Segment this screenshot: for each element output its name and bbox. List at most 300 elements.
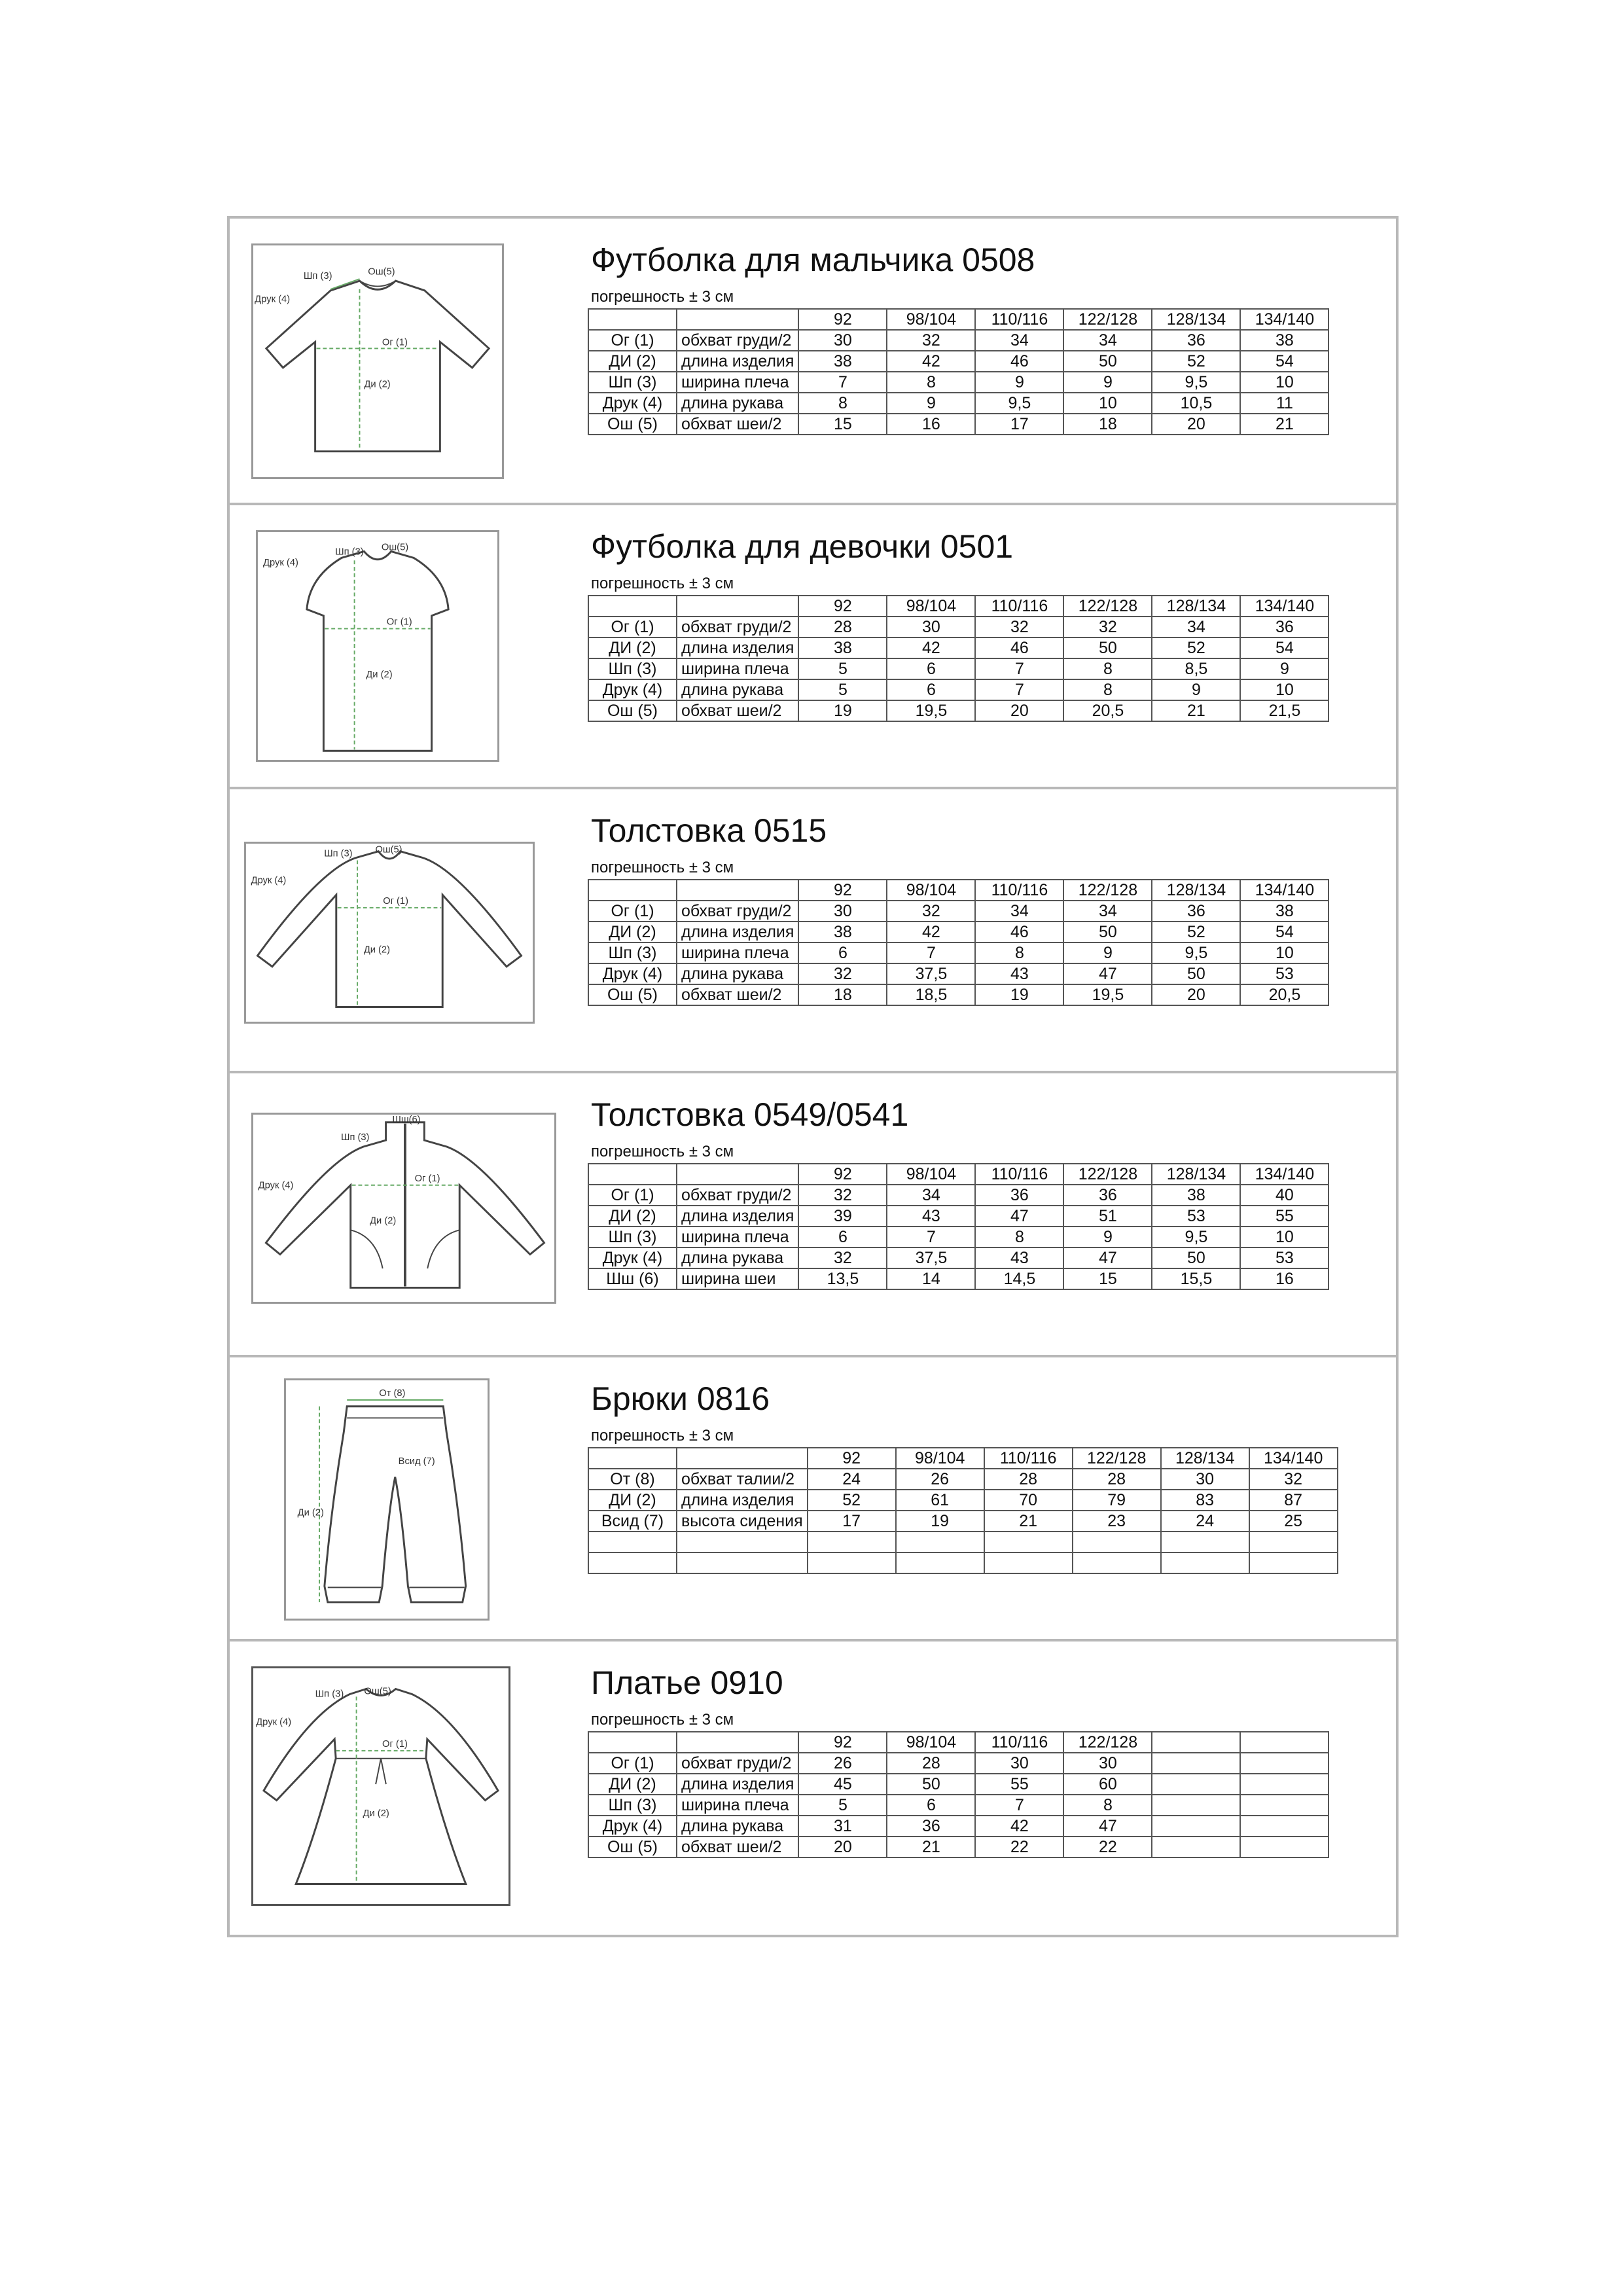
measure-code: Друк (4) <box>588 963 677 984</box>
cell: 6 <box>887 658 975 679</box>
cell: 20 <box>1152 984 1240 1005</box>
cell: 54 <box>1240 637 1329 658</box>
cell: 34 <box>975 901 1063 922</box>
cell: 36 <box>1240 617 1329 637</box>
size-header: 122/128 <box>1063 309 1152 330</box>
size-table <box>588 1731 1329 1858</box>
cell: 79 <box>1073 1490 1161 1511</box>
cell: 9 <box>975 372 1063 393</box>
size-table <box>588 879 1329 1006</box>
pic-label: Ди (2) <box>363 944 390 956</box>
product-title: Толстовка 0549/0541 <box>591 1096 909 1133</box>
measure-name: обхват талии/2 <box>677 1469 808 1490</box>
size-header: 92 <box>798 596 887 617</box>
size-header: 92 <box>798 1732 887 1753</box>
cell <box>1152 1774 1240 1795</box>
measure-code: Шп (3) <box>588 372 677 393</box>
measure-name: длина изделия <box>677 351 798 372</box>
cell <box>1073 1552 1161 1573</box>
dress-diagram-icon <box>253 1668 508 1904</box>
cell <box>1240 1795 1329 1816</box>
size-header: 98/104 <box>887 596 975 617</box>
product-title: Брюки 0816 <box>591 1380 770 1417</box>
measure-code: Друк (4) <box>588 393 677 414</box>
cell: 5 <box>798 658 887 679</box>
cell: 8 <box>1063 1795 1152 1816</box>
pic-label: Ди (2) <box>364 379 391 390</box>
table-row <box>588 1469 1338 1490</box>
size-header: 110/116 <box>975 880 1063 901</box>
cell: 21 <box>887 1837 975 1857</box>
cell <box>1249 1532 1338 1552</box>
size-header: 110/116 <box>975 596 1063 617</box>
table-row <box>588 637 1329 658</box>
cell: 21,5 <box>1240 700 1329 721</box>
size-header: 134/140 <box>1249 1448 1338 1469</box>
measure-name: ширина шеи <box>677 1268 798 1289</box>
cell <box>896 1532 984 1552</box>
size-header: 110/116 <box>984 1448 1073 1469</box>
cell: 43 <box>887 1206 975 1227</box>
table-row <box>588 1753 1329 1774</box>
table-row <box>588 617 1329 637</box>
cell: 19,5 <box>887 700 975 721</box>
pic-label: Шп (3) <box>341 1132 370 1143</box>
size-header: 110/116 <box>975 309 1063 330</box>
cell: 20,5 <box>1063 700 1152 721</box>
size-header: 128/134 <box>1152 309 1240 330</box>
pic-label: От (8) <box>379 1388 406 1399</box>
cell: 21 <box>1240 414 1329 435</box>
size-header: 128/134 <box>1152 596 1240 617</box>
cell: 34 <box>975 330 1063 351</box>
cell: 9 <box>1063 372 1152 393</box>
pic-label: Шп (3) <box>315 1689 344 1700</box>
cell: 5 <box>798 679 887 700</box>
cell: 51 <box>1063 1206 1152 1227</box>
cell: 87 <box>1249 1490 1338 1511</box>
cell: 15,5 <box>1152 1268 1240 1289</box>
table-row <box>588 1268 1329 1289</box>
zip-sweatshirt-diagram-icon <box>253 1115 554 1302</box>
dress-diagram <box>251 1666 510 1906</box>
cell: 15 <box>1063 1268 1152 1289</box>
measure-code: Ог (1) <box>588 1185 677 1206</box>
cell: 18 <box>1063 414 1152 435</box>
cell: 50 <box>1063 637 1152 658</box>
cell: 16 <box>887 414 975 435</box>
cell <box>896 1552 984 1573</box>
cell <box>1152 1837 1240 1857</box>
cell: 60 <box>1063 1774 1152 1795</box>
measure-name: ширина плеча <box>677 658 798 679</box>
table-row <box>588 1816 1329 1837</box>
trousers-diagram-icon <box>286 1380 488 1619</box>
cell: 47 <box>975 1206 1063 1227</box>
cell: 46 <box>975 922 1063 942</box>
cell: 38 <box>798 637 887 658</box>
cell: 32 <box>798 963 887 984</box>
measure-code: ДИ (2) <box>588 1206 677 1227</box>
cell: 26 <box>798 1753 887 1774</box>
tolerance-note: погрешность ± 3 см <box>591 1143 734 1160</box>
product-title: Футболка для девочки 0501 <box>591 528 1014 565</box>
cell: 14,5 <box>975 1268 1063 1289</box>
size-header: 92 <box>798 880 887 901</box>
pic-label: Ог (1) <box>382 337 408 348</box>
size-header: 134/140 <box>1240 596 1329 617</box>
measure-name: ширина плеча <box>677 1795 798 1816</box>
cell: 19,5 <box>1063 984 1152 1005</box>
table-row <box>588 901 1329 922</box>
size-header: 122/128 <box>1073 1448 1161 1469</box>
size-header: 122/128 <box>1063 1164 1152 1185</box>
pic-label: Ош(5) <box>381 542 409 553</box>
boy-tshirt-diagram <box>251 243 504 479</box>
cell: 17 <box>975 414 1063 435</box>
pic-label: Друк (4) <box>263 558 298 569</box>
measure-code: ДИ (2) <box>588 1774 677 1795</box>
product-section-boy-tshirt <box>230 219 1396 503</box>
pic-label: Ди (2) <box>363 1808 389 1820</box>
cell: 9 <box>1152 679 1240 700</box>
cell <box>808 1532 896 1552</box>
cell: 8 <box>975 942 1063 963</box>
pic-label: Шп (3) <box>303 271 332 282</box>
cell: 10 <box>1240 372 1329 393</box>
measure-name: ширина плеча <box>677 372 798 393</box>
table-row <box>588 963 1329 984</box>
product-section-girl-tshirt <box>230 503 1396 787</box>
cell: 10,5 <box>1152 393 1240 414</box>
cell: 19 <box>896 1511 984 1532</box>
cell <box>808 1552 896 1573</box>
cell: 34 <box>1063 901 1152 922</box>
cell: 32 <box>887 330 975 351</box>
cell: 7 <box>798 372 887 393</box>
tolerance-note: погрешность ± 3 см <box>591 575 734 592</box>
cell: 83 <box>1161 1490 1249 1511</box>
cell: 38 <box>1152 1185 1240 1206</box>
measure-code: Ог (1) <box>588 330 677 351</box>
cell: 8 <box>1063 658 1152 679</box>
cell: 43 <box>975 1247 1063 1268</box>
cell: 6 <box>798 942 887 963</box>
tolerance-note: погрешность ± 3 см <box>591 859 734 876</box>
measure-code: Ош (5) <box>588 414 677 435</box>
cell: 30 <box>798 901 887 922</box>
size-header: 134/140 <box>1240 1164 1329 1185</box>
cell: 6 <box>798 1227 887 1247</box>
table-row <box>588 1837 1329 1857</box>
cell: 55 <box>975 1774 1063 1795</box>
table-row <box>588 984 1329 1005</box>
size-header-row <box>588 880 1329 901</box>
size-header-row <box>588 596 1329 617</box>
cell: 50 <box>1063 351 1152 372</box>
cell: 32 <box>798 1185 887 1206</box>
table-row <box>588 1227 1329 1247</box>
cell: 36 <box>1063 1185 1152 1206</box>
measure-code: Ош (5) <box>588 984 677 1005</box>
cell: 19 <box>798 700 887 721</box>
table-row <box>588 1552 1338 1573</box>
cell: 30 <box>887 617 975 637</box>
cell: 32 <box>887 901 975 922</box>
cell: 47 <box>1063 1247 1152 1268</box>
cell: 38 <box>1240 330 1329 351</box>
tolerance-note: погрешность ± 3 см <box>591 1711 734 1729</box>
cell: 26 <box>896 1469 984 1490</box>
cell: 32 <box>1063 617 1152 637</box>
measure-name: длина рукава <box>677 679 798 700</box>
cell: 52 <box>1152 637 1240 658</box>
measure-name: обхват груди/2 <box>677 330 798 351</box>
cell: 53 <box>1240 1247 1329 1268</box>
pic-label: Друк (4) <box>255 294 291 305</box>
cell: 47 <box>1063 963 1152 984</box>
size-header: 110/116 <box>975 1732 1063 1753</box>
cell: 53 <box>1240 963 1329 984</box>
cell: 34 <box>887 1185 975 1206</box>
table-row <box>588 700 1329 721</box>
cell: 28 <box>887 1753 975 1774</box>
measure-code: Шп (3) <box>588 1795 677 1816</box>
cell: 18,5 <box>887 984 975 1005</box>
measure-name: обхват шеи/2 <box>677 1837 798 1857</box>
cell: 32 <box>975 617 1063 637</box>
sweatshirt-diagram <box>244 842 535 1024</box>
cell: 22 <box>1063 1837 1152 1857</box>
size-table <box>588 308 1329 435</box>
cell: 10 <box>1240 1227 1329 1247</box>
measure-name: обхват груди/2 <box>677 617 798 637</box>
cell: 40 <box>1240 1185 1329 1206</box>
product-section-sweatshirt-0549 <box>230 1071 1396 1355</box>
cell: 11 <box>1240 393 1329 414</box>
cell: 13,5 <box>798 1268 887 1289</box>
cell: 5 <box>798 1795 887 1816</box>
cell <box>984 1552 1073 1573</box>
tshirt-diagram-icon <box>258 532 497 760</box>
cell <box>1161 1552 1249 1573</box>
measure-code: Друк (4) <box>588 1816 677 1837</box>
cell: 24 <box>808 1469 896 1490</box>
size-header: 110/116 <box>975 1164 1063 1185</box>
cell: 61 <box>896 1490 984 1511</box>
sweatshirt-diagram-icon <box>246 844 533 1022</box>
pic-label: Ог (1) <box>382 1739 408 1749</box>
size-table <box>588 1447 1338 1574</box>
cell: 54 <box>1240 922 1329 942</box>
size-header: 92 <box>798 1164 887 1185</box>
cell: 6 <box>887 679 975 700</box>
cell: 43 <box>975 963 1063 984</box>
cell: 6 <box>887 1795 975 1816</box>
cell: 20 <box>798 1837 887 1857</box>
cell: 50 <box>1063 922 1152 942</box>
cell: 53 <box>1152 1206 1240 1227</box>
measure-name: длина рукава <box>677 963 798 984</box>
product-title: Футболка для мальчика 0508 <box>591 242 1035 278</box>
cell: 36 <box>887 1816 975 1837</box>
cell: 9 <box>1063 1227 1152 1247</box>
cell: 9,5 <box>1152 372 1240 393</box>
size-header: 134/140 <box>1240 309 1329 330</box>
measure-name: длина изделия <box>677 637 798 658</box>
pic-label: Друк (4) <box>256 1717 292 1728</box>
measure-code: Ог (1) <box>588 1753 677 1774</box>
cell: 50 <box>1152 1247 1240 1268</box>
pic-label: Ош(5) <box>364 1686 391 1697</box>
cell: 28 <box>984 1469 1073 1490</box>
measure-name: обхват шеи/2 <box>677 984 798 1005</box>
cell: 45 <box>798 1774 887 1795</box>
pic-label: Шш(6) <box>392 1115 421 1125</box>
cell <box>1152 1795 1240 1816</box>
cell: 52 <box>1152 351 1240 372</box>
table-row <box>588 1795 1329 1816</box>
cell: 14 <box>887 1268 975 1289</box>
pic-label: Ди (2) <box>297 1507 324 1518</box>
measure-code: ДИ (2) <box>588 351 677 372</box>
cell: 20 <box>975 700 1063 721</box>
cell: 46 <box>975 637 1063 658</box>
table-row <box>588 658 1329 679</box>
cell: 21 <box>984 1511 1073 1532</box>
table-row <box>588 1247 1329 1268</box>
cell: 28 <box>1073 1469 1161 1490</box>
cell: 52 <box>1152 922 1240 942</box>
table-row <box>588 679 1329 700</box>
table-row <box>588 942 1329 963</box>
size-header: 92 <box>798 309 887 330</box>
cell <box>1240 1774 1329 1795</box>
size-header: 98/104 <box>887 1732 975 1753</box>
measure-code: Друк (4) <box>588 1247 677 1268</box>
cell: 36 <box>1152 901 1240 922</box>
pic-label: Шп (3) <box>324 848 353 859</box>
measure-name: длина изделия <box>677 922 798 942</box>
cell: 47 <box>1063 1816 1152 1837</box>
cell: 28 <box>798 617 887 637</box>
table-row <box>588 414 1329 435</box>
tolerance-note: погрешность ± 3 см <box>591 1427 734 1444</box>
cell: 30 <box>975 1753 1063 1774</box>
pic-label: Ди (2) <box>366 670 393 681</box>
cell <box>1161 1532 1249 1552</box>
size-header-row <box>588 309 1329 330</box>
cell: 20 <box>1152 414 1240 435</box>
cell: 42 <box>887 922 975 942</box>
cell: 38 <box>798 351 887 372</box>
size-header-row <box>588 1448 1338 1469</box>
measure-code: Шп (3) <box>588 658 677 679</box>
zip-sweatshirt-diagram <box>251 1113 556 1304</box>
table-row <box>588 351 1329 372</box>
table-row <box>588 330 1329 351</box>
size-header: 128/134 <box>1152 1164 1240 1185</box>
measure-name: ширина плеча <box>677 1227 798 1247</box>
cell <box>1249 1552 1338 1573</box>
cell: 8 <box>887 372 975 393</box>
measure-code: Ош (5) <box>588 700 677 721</box>
cell: 22 <box>975 1837 1063 1857</box>
measure-code: ДИ (2) <box>588 637 677 658</box>
pic-label: Ог (1) <box>414 1173 440 1184</box>
table-row <box>588 372 1329 393</box>
cell: 7 <box>975 1795 1063 1816</box>
pic-label: Друк (4) <box>251 875 287 886</box>
cell: 30 <box>798 330 887 351</box>
measure-name: длина изделия <box>677 1490 808 1511</box>
measure-code: Друк (4) <box>588 679 677 700</box>
measure-name: длина рукава <box>677 1816 798 1837</box>
size-header: 98/104 <box>896 1448 984 1469</box>
cell: 7 <box>975 658 1063 679</box>
cell: 34 <box>1063 330 1152 351</box>
cell: 9,5 <box>1152 942 1240 963</box>
cell: 55 <box>1240 1206 1329 1227</box>
measure-code: От (8) <box>588 1469 677 1490</box>
size-header: 98/104 <box>887 1164 975 1185</box>
cell: 24 <box>1161 1511 1249 1532</box>
table-row <box>588 1532 1338 1552</box>
cell <box>1240 1837 1329 1857</box>
cell: 10 <box>1240 942 1329 963</box>
cell: 9 <box>887 393 975 414</box>
measure-name: обхват шеи/2 <box>677 414 798 435</box>
measure-code: Шш (6) <box>588 1268 677 1289</box>
pic-label: Всид (7) <box>398 1456 435 1467</box>
product-section-sweatshirt-0515 <box>230 787 1396 1071</box>
size-chart-frame <box>227 216 1399 1937</box>
measure-name: высота сидения <box>677 1511 808 1532</box>
cell: 31 <box>798 1816 887 1837</box>
cell: 17 <box>808 1511 896 1532</box>
table-row <box>588 1185 1329 1206</box>
product-title: Толстовка 0515 <box>591 812 827 849</box>
measure-code: ДИ (2) <box>588 1490 677 1511</box>
size-header-row <box>588 1732 1329 1753</box>
cell <box>1152 1753 1240 1774</box>
pic-label: Ди (2) <box>370 1215 397 1227</box>
size-header: 98/104 <box>887 309 975 330</box>
cell: 38 <box>798 922 887 942</box>
cell: 46 <box>975 351 1063 372</box>
cell: 36 <box>1152 330 1240 351</box>
size-table <box>588 1163 1329 1290</box>
cell: 9 <box>1240 658 1329 679</box>
cell: 7 <box>887 1227 975 1247</box>
cell <box>1240 1816 1329 1837</box>
cell: 15 <box>798 414 887 435</box>
measure-code: Ог (1) <box>588 617 677 637</box>
cell: 20,5 <box>1240 984 1329 1005</box>
tolerance-note: погрешность ± 3 см <box>591 288 734 306</box>
cell: 25 <box>1249 1511 1338 1532</box>
measure-name: обхват груди/2 <box>677 901 798 922</box>
cell: 9,5 <box>1152 1227 1240 1247</box>
table-row <box>588 922 1329 942</box>
pic-label: Ош(5) <box>368 266 395 278</box>
cell: 9,5 <box>975 393 1063 414</box>
cell: 18 <box>798 984 887 1005</box>
cell: 9 <box>1063 942 1152 963</box>
cell <box>1152 1816 1240 1837</box>
pic-label: Ог (1) <box>386 617 412 628</box>
pic-label: Ош(5) <box>375 844 402 855</box>
